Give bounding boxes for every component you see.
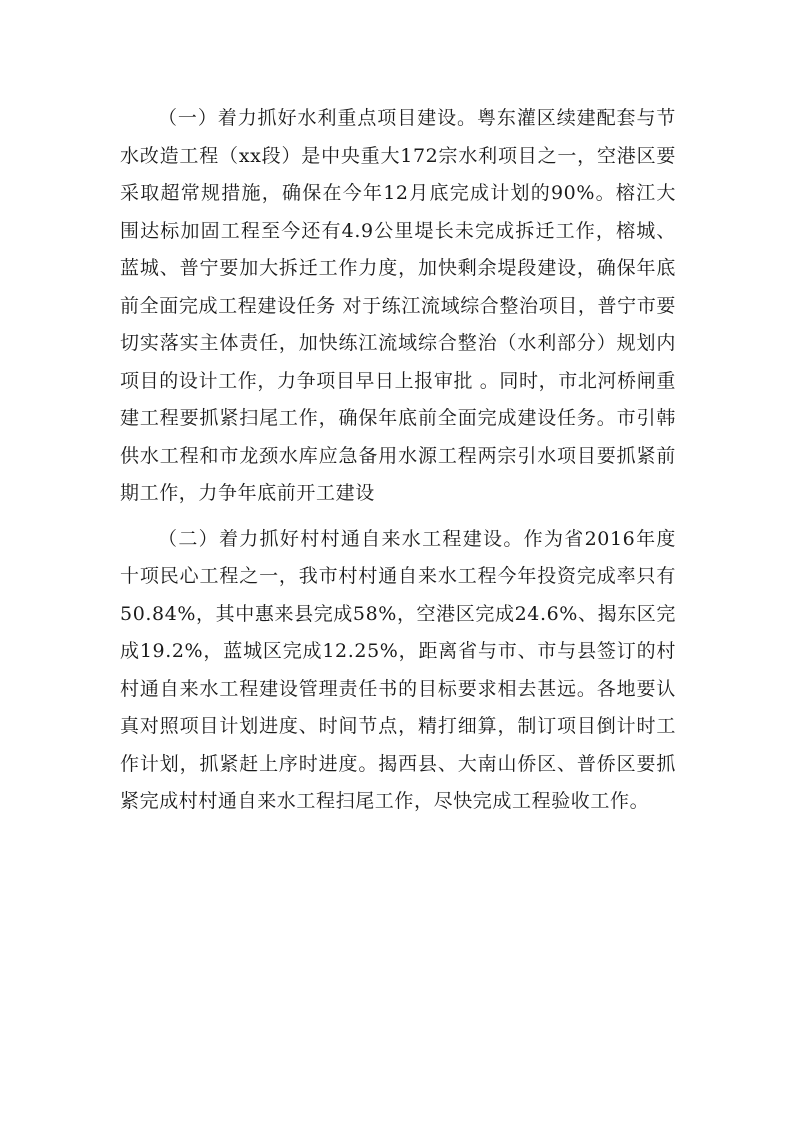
- paragraph-village-tap-water-projects: （二）着力抓好村村通自来水工程建设。作为省2016年度十项民心工程之一，我市村村通自来水工程今年投资完成率只有50.84%，其中惠来县完成58%，空港区完成24.6%、揭东区完成19.2%，蓝城区完成12.25%，距离省与市、市与县签订的村村通自来水工程建设管理责任书的目标要求相去甚远。各地要认真对照项目计划进度、时间节点，精打细算，制订项目倒计时工作计划，抓紧赶上序时进度。揭西县、大南山侨区、普侨区要抓紧完成村村通自来水工程扫尾工作，尽快完成工程验收工作。: [120, 527, 676, 812]
- paragraph-water-conservancy-projects: （一）着力抓好水利重点项目建设。粤东灌区续建配套与节水改造工程（xx段）是中央重大172宗水利项目之一，空港区要采取超常规措施，确保在今年12月底完成计划的90%。榕江大围达标加固工程至今还有4.9公里堤长未完成拆迁工作，榕城、蓝城、普宁要加大拆迁工作力度，加快剩余堤段建设，确保年底前全面完成工程建设任务 对于练江流域综合整治项目，普宁市要切实落实主体责任，加快练江流域综合整治（水利部分）规划内项目的设计工作，力争项目早日上报审批 。同时，市北河桥闸重建工程要抓紧扫尾工作，确保年底前全面完成建设任务。市引韩供水工程和市龙颈水库应急备用水源工程两宗引水项目要抓紧前期工作，力争年底前开工建设: [120, 107, 676, 504]
- document-body: [120, 100, 676, 821]
